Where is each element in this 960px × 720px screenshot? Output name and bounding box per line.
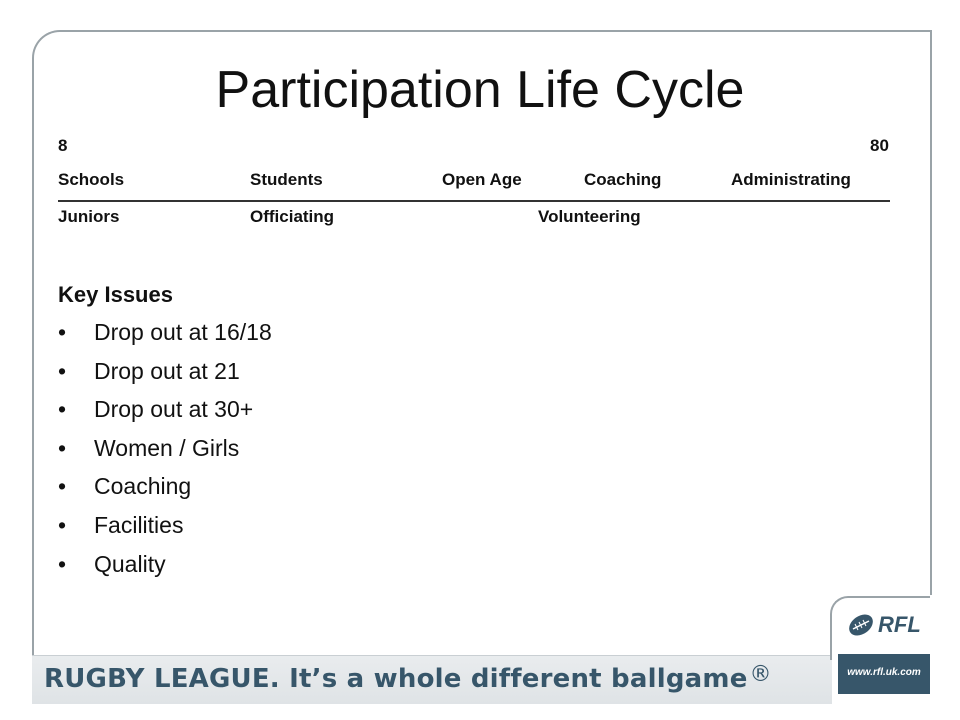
timeline-stage-administrating: Administrating (731, 170, 851, 189)
key-issues-heading: Key Issues (58, 282, 173, 307)
timeline-stage-juniors: Juniors (58, 207, 120, 226)
slide-title: Participation Life Cycle (215, 61, 745, 119)
rfl-url-text: www.rfl.uk.com (847, 667, 921, 678)
timeline-stage-volunteering: Volunteering (538, 207, 641, 226)
issue-text: Drop out at 16/18 (94, 319, 272, 345)
footer-tagline-text: RUGBY LEAGUE. It’s a whole different ballgame (44, 664, 748, 694)
list-item (58, 434, 272, 473)
footer-tagline (44, 662, 772, 694)
key-issues-list (58, 318, 272, 588)
issue-text: Drop out at 30+ (94, 396, 254, 423)
timeline-stage-open-age: Open Age (442, 170, 522, 189)
timeline-stage-schools: Schools (58, 170, 125, 189)
timeline-axis (58, 200, 890, 202)
timeline-end-age: 80 (870, 136, 889, 155)
bullet-icon: • (58, 511, 67, 538)
rugby-ball-icon (846, 610, 876, 640)
list-item (58, 395, 272, 434)
registered-mark: ® (749, 662, 772, 687)
bullet-icon: • (58, 473, 67, 500)
issue-text: Quality (94, 550, 166, 577)
issue-text: Women / Girls (94, 434, 240, 461)
list-item (58, 550, 272, 589)
list-item (58, 511, 272, 550)
bullet-icon: • (58, 434, 67, 461)
rfl-logo-text: RFL (878, 612, 921, 637)
timeline-stage-officiating: Officiating (250, 207, 335, 226)
timeline-stage-coaching: Coaching (584, 170, 662, 189)
timeline-stage-students: Students (250, 170, 323, 189)
issue-text: Coaching (94, 473, 192, 500)
bullet-icon: • (58, 319, 67, 345)
bullet-icon: • (58, 396, 67, 423)
list-item (58, 318, 272, 357)
list-item (58, 357, 272, 396)
bullet-icon: • (58, 357, 67, 384)
issue-text: Facilities (94, 511, 184, 538)
issue-text: Drop out at 21 (94, 357, 240, 384)
timeline-start-age: 8 (58, 136, 68, 155)
list-item (58, 472, 272, 511)
bullet-icon: • (58, 550, 67, 577)
